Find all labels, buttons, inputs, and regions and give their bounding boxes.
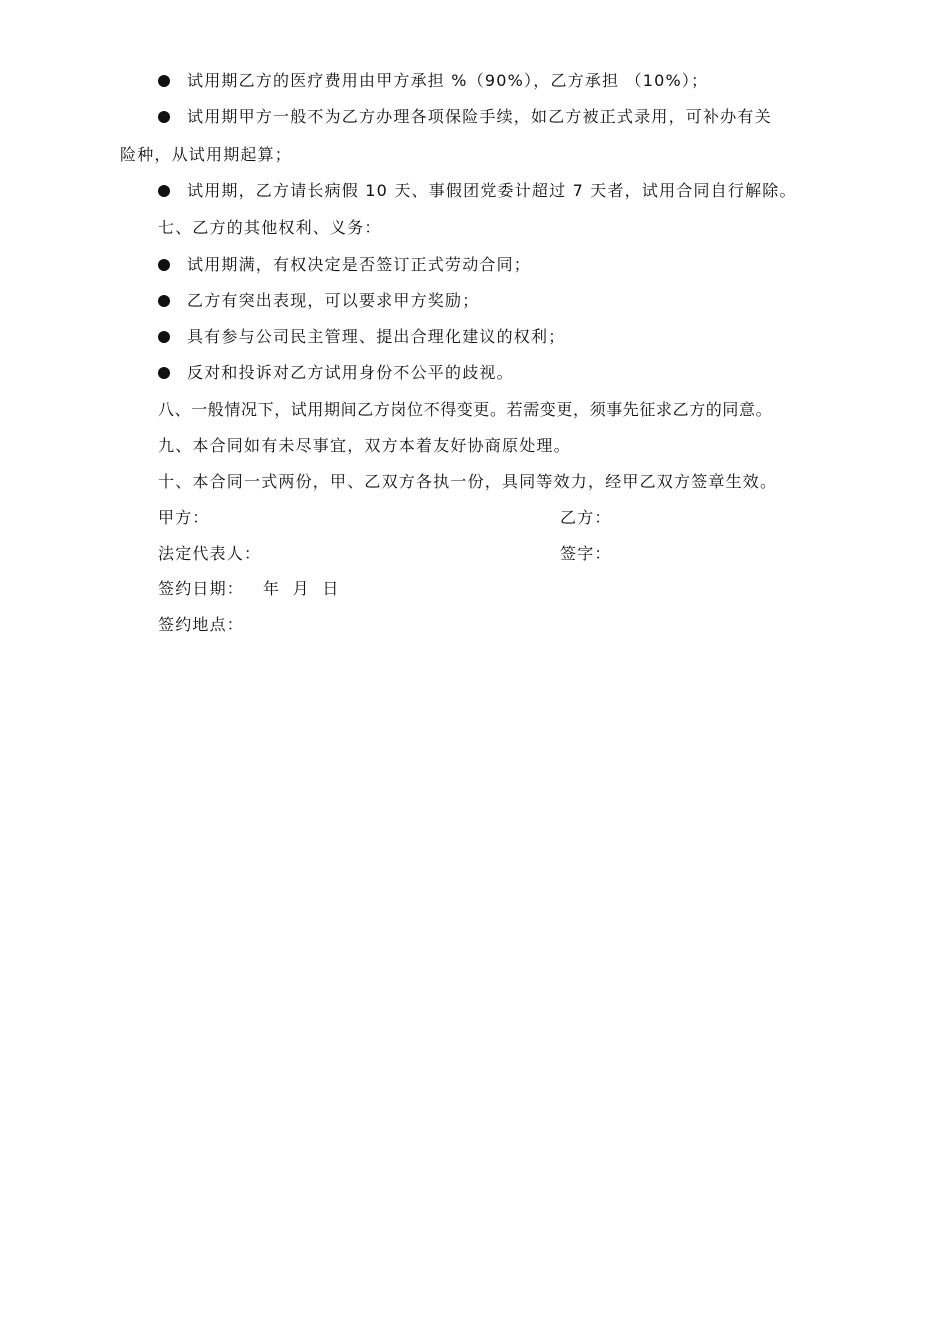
bullet-icon [158,331,170,343]
bullet-item-contract-decision: 试用期满，有权决定是否签订正式劳动合同； [187,255,532,274]
bullet-item-participation: 具有参与公司民主管理、提出合理化建议的权利； [187,327,566,346]
bullet-item-medical: 试用期乙方的医疗费用由甲方承担 %（90%），乙方承担 （10%）； [187,71,709,90]
section-10-text: 十、本合同一式两份，甲、乙双方各执一份，具同等效力，经甲乙双方签章生效。 [158,472,778,491]
section-8-text: 八、一般情况下，试用期间乙方岗位不得变更。若需变更，须事先征求乙方的同意。 [158,400,773,419]
bullet-item-insurance: 试用期甲方一般不为乙方办理各项保险手续，如乙方被正式录用，可补办有关 [187,107,772,126]
bullet-icon [158,75,170,87]
party-a-label: 甲方： [158,508,210,527]
bullet-item-reward: 乙方有突出表现，可以要求甲方奖励； [187,291,480,310]
party-b-label: 乙方： [560,508,612,527]
section-heading-7: 七、乙方的其他权利、义务： [158,218,382,237]
bullet-icon [158,295,170,307]
bullet-icon [158,367,170,379]
signing-place-label: 签约地点： [158,615,245,634]
bullet-icon [158,111,170,123]
bullet-item-leave: 试用期，乙方请长病假 10 天、事假团党委计超过 7 天者，试用合同自行解除。 [187,181,797,200]
bullet-item-discrimination: 反对和投诉对乙方试用身份不公平的歧视。 [187,363,514,382]
bullet-icon [158,185,170,197]
bullet-item-insurance-continuation: 险种，从试用期起算； [120,145,293,164]
legal-representative-label: 法定代表人： [158,544,262,563]
signature-label: 签字： [560,544,612,563]
bullet-icon [158,259,170,271]
signing-date-label: 签约日期： 年 月 日 [158,579,340,598]
section-9-text: 九、本合同如有未尽事宜，双方本着友好协商原处理。 [158,436,571,455]
